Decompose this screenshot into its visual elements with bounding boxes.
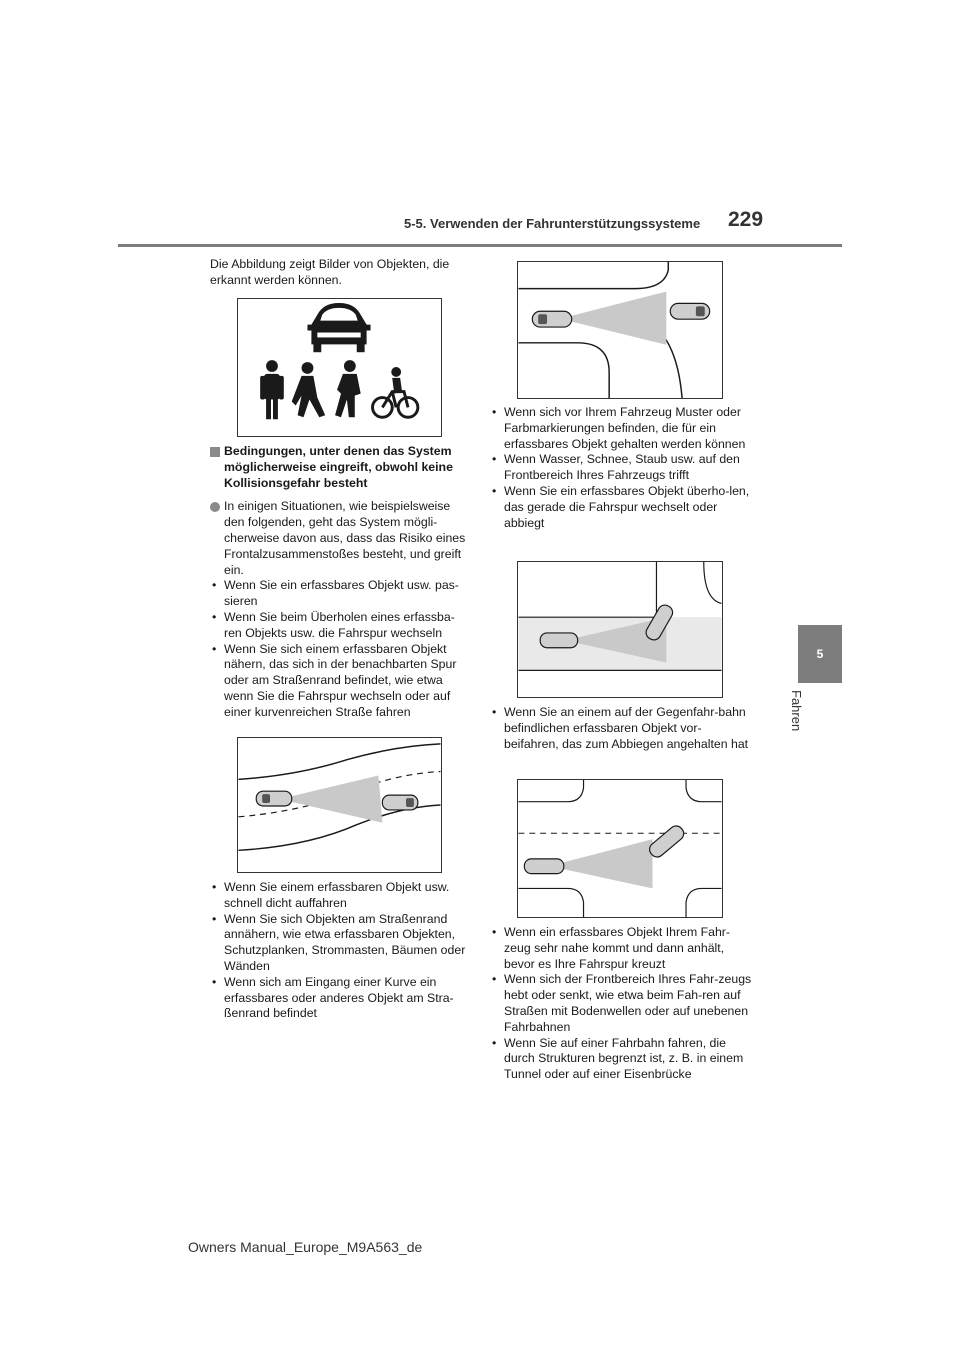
figure-turning-corner xyxy=(517,261,723,399)
conditions-list-a xyxy=(210,578,472,720)
conditions-list-e xyxy=(490,925,754,1083)
list-item: • Wenn Wasser, Schnee, Staub usw. auf den Frontbereich Ihres Fahrzeugs trifft xyxy=(490,452,754,484)
right-text-block-3 xyxy=(490,925,754,1083)
list-item: • Wenn Sie ein erfassbares Objekt überho-len, das gerade die Fahrspur wechselt oder abbiegt xyxy=(490,484,754,531)
conditions-list-b xyxy=(210,880,472,1022)
list-item: • Wenn sich am Eingang einer Kurve ein erfassbares oder anderes Objekt am Stra-ßenrand befindet xyxy=(210,975,472,1022)
chapter-label: Fahren xyxy=(789,690,804,732)
section-header-title: 5-5. Verwenden der Fahrunterstützungssysteme xyxy=(404,216,701,231)
chapter-tab: 5 xyxy=(798,625,842,683)
list-item: • Wenn Sie sich Objekten am Straßenrand annähern, wie etwa erfassbaren Objekten, Schutzplanken, Strommasten, Bäumen oder Wänden xyxy=(210,912,472,975)
right-text-block-1 xyxy=(490,405,754,531)
list-item: • Wenn Sie sich einem erfassbaren Objekt nähern, das sich in der benachbarten Spur oder am Straßenrand befindet, wie etwa wenn Sie die Fahrspur wechseln oder auf einer kurvenreichen Straße fahren xyxy=(210,642,472,721)
footer-text: Owners Manual_Europe_M9A563_de xyxy=(188,1239,423,1255)
list-item: • Wenn Sie ein erfassbares Objekt usw. pas-sieren xyxy=(210,578,472,610)
conditions-list-c xyxy=(490,405,754,531)
conditions-heading: Bedingungen, unter denen das System möglicherweise eingreift, obwohl keine Kollisionsgefahr besteht xyxy=(210,444,472,491)
figure-lane-change xyxy=(517,561,723,698)
conditions-text-block xyxy=(210,444,472,721)
objects-illustration-icon xyxy=(238,299,441,436)
figure-detectable-objects xyxy=(237,298,442,437)
figure-oncoming-turn xyxy=(517,779,723,918)
list-item: • Wenn sich der Frontbereich Ihres Fahr-zeugs hebt oder senkt, wie etwa beim Fah-ren auf Straßen mit Bodenwellen oder auf unebenen Fahrbahnen xyxy=(490,972,754,1035)
header-divider xyxy=(118,244,842,247)
list-item: • Wenn Sie beim Überholen eines erfassba-ren Objekts usw. die Fahrspur wechseln xyxy=(210,610,472,642)
page-number: 229 xyxy=(728,208,764,231)
curved-road-illustration-icon xyxy=(238,738,441,872)
figure-curved-road xyxy=(237,737,442,873)
list-item: • Wenn Sie einem erfassbaren Objekt usw. schnell dicht auffahren xyxy=(210,880,472,912)
list-item: • Wenn ein erfassbares Objekt Ihrem Fahr-zeug sehr nahe kommt und dann anhält, bevor es Ihre Fahrspur kreuzt xyxy=(490,925,754,972)
right-text-block-2 xyxy=(490,705,754,752)
lane-change-illustration-icon xyxy=(518,562,722,697)
conditions-intro-paragraph: In einigen Situationen, wie beispielsweise den folgenden, geht das System mögli-cherweise davon aus, dass das Risiko eines Frontalzusammenstoßes besteht, und greift ein. xyxy=(210,499,472,578)
list-item: • Wenn sich vor Ihrem Fahrzeug Muster oder Farbmarkierungen befinden, die für ein erfassbares Objekt gehalten werden können xyxy=(490,405,754,452)
turning-corner-illustration-icon xyxy=(518,262,722,398)
conditions-text-block-2 xyxy=(210,880,472,1022)
list-item: • Wenn Sie auf einer Fahrbahn fahren, die durch Strukturen begrenzt ist, z. B. in einem Tunnel oder auf einer Eisenbrücke xyxy=(490,1036,754,1083)
intro-paragraph: Die Abbildung zeigt Bilder von Objekten, die erkannt werden können. xyxy=(210,257,450,287)
list-item: • Wenn Sie an einem auf der Gegenfahr-bahn befindlichen erfassbaren Objekt vor-beifahren, das zum Abbiegen angehalten hat xyxy=(490,705,754,752)
oncoming-turn-illustration-icon xyxy=(518,780,722,917)
conditions-list-d xyxy=(490,705,754,752)
intro-text-block xyxy=(210,257,472,289)
